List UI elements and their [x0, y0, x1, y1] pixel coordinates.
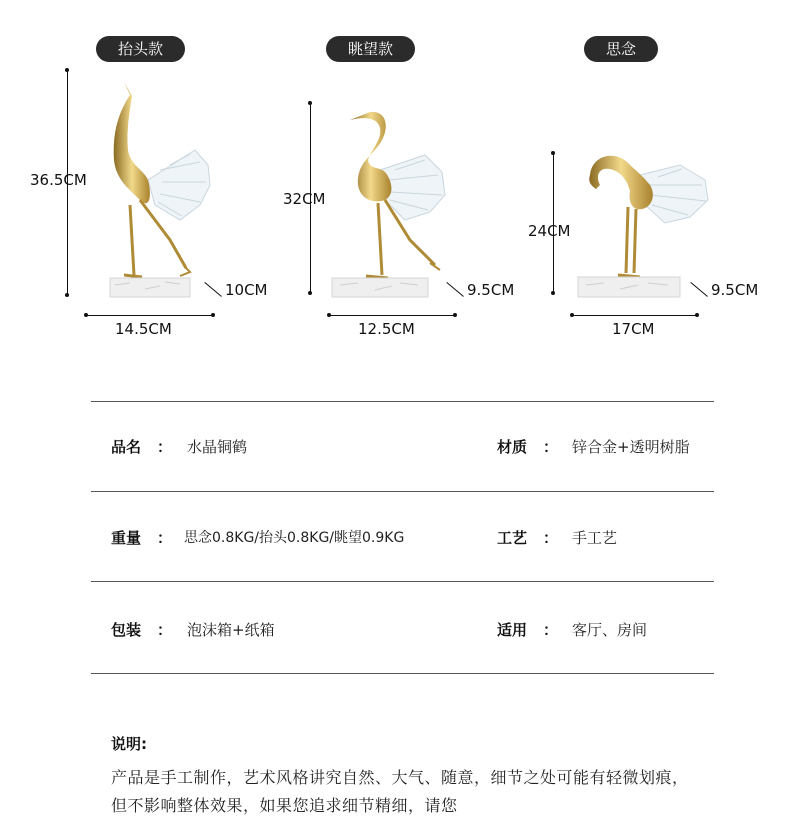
spec-colon: ： [157, 438, 173, 456]
width-dim-label: 17CM [612, 320, 655, 338]
spec-label-craft: 工艺 [497, 529, 528, 547]
table-divider [91, 491, 714, 492]
spec-label-weight: 重量 [111, 529, 142, 547]
note-title: 说明: [111, 735, 147, 753]
table-divider [91, 673, 714, 674]
spec-value-craft: 手工艺 [572, 529, 618, 547]
height-dim-label: 24CM [528, 222, 571, 240]
width-dim-line [329, 315, 455, 316]
dim-endpoint [65, 68, 69, 72]
variant-label-longing: 思念 [584, 36, 658, 62]
height-dim-label: 32CM [283, 190, 326, 208]
spec-label-usage: 适用 [497, 621, 528, 639]
depth-dim-label: 9.5CM [711, 281, 759, 299]
spec-label-name: 品名 [111, 438, 142, 456]
table-divider [91, 581, 714, 582]
crane-statue-gaze [330, 100, 450, 300]
spec-value-packaging: 泡沫箱+纸箱 [187, 621, 275, 639]
dim-endpoint [551, 151, 555, 155]
dim-endpoint [84, 313, 88, 317]
dim-endpoint [211, 313, 215, 317]
dim-endpoint [570, 313, 574, 317]
dim-endpoint [327, 313, 331, 317]
dim-endpoint [551, 291, 555, 295]
crane-statue-longing [570, 145, 710, 300]
spec-value-usage: 客厅、房间 [572, 621, 648, 639]
dim-endpoint [308, 101, 312, 105]
spec-label-material: 材质 [497, 438, 528, 456]
table-divider [91, 401, 714, 402]
spec-label-packaging: 包装 [111, 621, 142, 639]
spec-colon: ： [543, 621, 559, 639]
width-dim-line [572, 315, 697, 316]
depth-dim-label: 10CM [225, 281, 268, 299]
dim-endpoint [65, 293, 69, 297]
depth-dim-label: 9.5CM [467, 281, 515, 299]
note-body: 产品是手工制作，艺术风格讲究自然、大气、随意，细节之处可能有轻微划痕，但不影响整体效果，如果您追求细节精细，请您 [111, 768, 689, 815]
width-dim-label: 12.5CM [358, 320, 415, 338]
spec-value-name: 水晶铜鹤 [187, 438, 248, 456]
spec-value-material: 锌合金+透明树脂 [572, 438, 690, 456]
spec-colon: ： [157, 529, 173, 547]
crane-statue-raise-head [100, 70, 220, 300]
dim-endpoint [695, 313, 699, 317]
dim-endpoint [453, 313, 457, 317]
variant-label-gaze: 眺望款 [326, 36, 415, 62]
height-dim-label: 36.5CM [30, 171, 87, 189]
variant-label-raise-head: 抬头款 [96, 36, 185, 62]
crystal-tail [148, 150, 210, 220]
spec-colon: ： [157, 621, 173, 639]
spec-colon: ： [543, 438, 559, 456]
spec-colon: ： [543, 529, 559, 547]
width-dim-label: 14.5CM [115, 320, 172, 338]
spec-value-weight: 思念0.8KG/抬头0.8KG/眺望0.9KG [184, 530, 405, 546]
dim-endpoint [308, 291, 312, 295]
width-dim-line [86, 315, 213, 316]
